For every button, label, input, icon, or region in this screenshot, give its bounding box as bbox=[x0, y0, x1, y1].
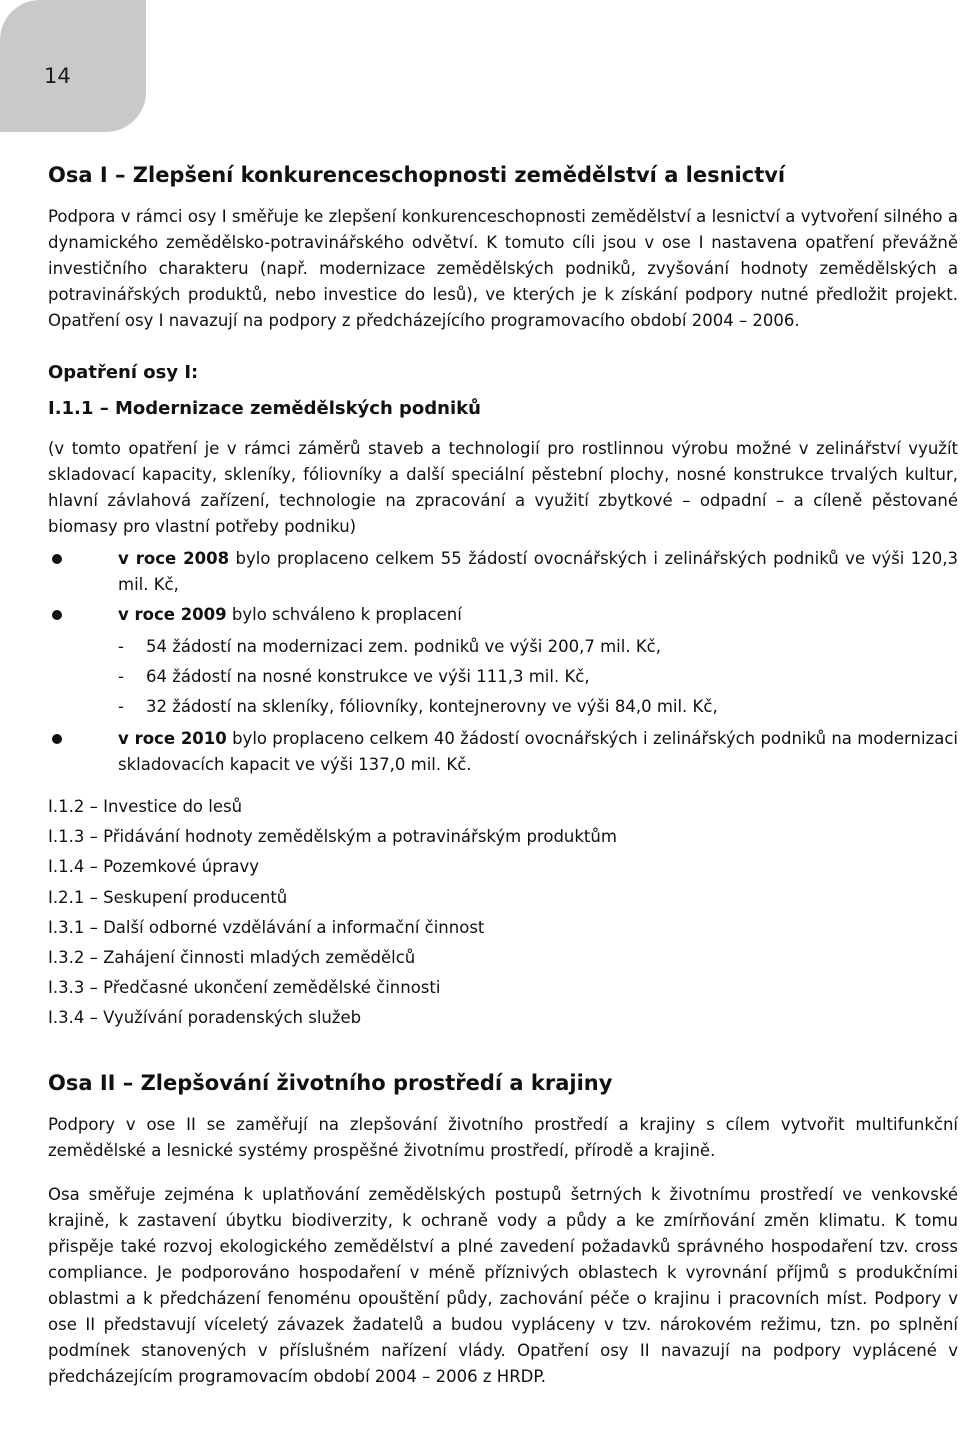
measure-code: I.3.1 bbox=[48, 917, 85, 937]
measure-label: – Zahájení činnosti mladých zemědělců bbox=[84, 948, 416, 968]
sub-list-item bbox=[118, 632, 958, 662]
measure-item bbox=[48, 883, 958, 913]
bullet-icon bbox=[52, 734, 62, 744]
sub-list-2009 bbox=[118, 632, 958, 722]
measure-item bbox=[48, 913, 958, 943]
page-number-leaf-shape bbox=[0, 0, 146, 132]
bullet-year: v roce 2010 bbox=[118, 729, 227, 748]
sub-list-item bbox=[118, 662, 958, 692]
section-title-osa-2: Osa II – Zlepšování životního prostředí a krajiny bbox=[48, 1070, 613, 1095]
bullet-text: bylo proplaceno celkem 40 žádostí ovocnářských i zelinářských podniků na modernizaci skladovacích kapacit ve výši 137,0 mil. Kč. bbox=[118, 729, 958, 774]
measure-code: I.2.1 bbox=[48, 887, 85, 907]
measure-item bbox=[48, 1003, 958, 1033]
list-item bbox=[48, 602, 958, 722]
sub-list-text: 64 žádostí na nosné konstrukce ve výši 111,3 mil. Kč, bbox=[146, 667, 590, 686]
bullet-year: v roce 2008 bbox=[118, 549, 230, 568]
list-item bbox=[48, 726, 958, 778]
measure-item bbox=[48, 792, 958, 822]
measure-code: I.3.4 bbox=[48, 1008, 85, 1028]
measure-code: I.1.3 bbox=[48, 827, 85, 847]
page-number: 14 bbox=[44, 64, 71, 88]
measure-item bbox=[48, 973, 958, 1003]
measure-item bbox=[48, 943, 958, 973]
measure-description: (v tomto opatření je v rámci záměrů staveb a technologií pro rostlinnou výrobu možné v zelinářství využít skladovací kapacity, skleníky, fóliovníky a další speciální pěstební plochy, nosné konstrukce trvalých kultur, hlavní závlahová zařízení, technologie na zpracování a využití zbytkové – odpadní – a cíleně pěstované biomasy pro vlastní potřeby podniku) bbox=[48, 439, 958, 536]
sub-list-item bbox=[118, 692, 958, 722]
measure-label: – Investice do lesů bbox=[84, 797, 243, 816]
dash-mark: - bbox=[118, 637, 124, 656]
sub-list-text: 54 žádostí na modernizaci zem. podniků ve výši 200,7 mil. Kč, bbox=[146, 637, 661, 656]
measure-label: – Přidávání hodnoty zemědělským a potravinářským produktům bbox=[84, 827, 617, 847]
measure-label: – Předčasné ukončení zemědělské činnosti bbox=[84, 978, 441, 998]
measure-code: I.3.2 bbox=[48, 948, 85, 968]
measure-label: – Využívání poradenských služeb bbox=[84, 1008, 362, 1028]
dash-mark: - bbox=[118, 697, 124, 716]
measure-item bbox=[48, 852, 958, 882]
measures-heading: Opatření osy I: bbox=[48, 362, 199, 383]
measure-item bbox=[48, 822, 958, 852]
dash-mark: - bbox=[118, 667, 124, 686]
section2-paragraph-1: Podpory v ose II se zaměřují na zlepšování životního prostředí a krajiny s cílem vytvořit multifunkční zemědělské a lesnické systémy prospěšné životnímu prostředí, přírodě a krajině. bbox=[48, 1114, 958, 1160]
other-measures-list bbox=[48, 792, 958, 1034]
section-title-osa-1: Osa I – Zlepšení konkurenceschopnosti zemědělství a lesnictví bbox=[48, 163, 786, 187]
section-intro-paragraph: Podpora v rámci osy I směřuje ke zlepšení konkurenceschopnosti zemědělství a lesnictví a vytvoření silného a dynamického zemědělsko-potravinářského odvětví. K tomuto cíli jsou v ose I nastavena opatření převážně investičního charakteru (např. modernizace zemědělských podniků, zvyšování hodnoty zemědělských a potravinářských produktů, nebo investice do lesů), ve kterých je k získání podpory nutné předložit projekt. Opatření osy I navazují na podpory z předcházejícího programovacího období 2004 – 2006. bbox=[48, 207, 958, 330]
measure-code: I.1.2 bbox=[48, 797, 85, 816]
measure-code: I.3.3 bbox=[48, 978, 85, 998]
measure-label: – Seskupení producentů bbox=[84, 887, 288, 907]
bullet-icon bbox=[52, 610, 62, 620]
funding-bullet-list bbox=[48, 546, 958, 778]
list-item bbox=[48, 546, 958, 598]
document-body bbox=[48, 160, 958, 1390]
bullet-icon bbox=[52, 554, 62, 564]
bullet-text: bylo schváleno k proplacení bbox=[226, 605, 462, 624]
bullet-text: bylo proplaceno celkem 55 žádostí ovocnářských i zelinářských podniků ve výši 120,3 mil. Kč, bbox=[118, 549, 958, 594]
measure-label: – Pozemkové úpravy bbox=[84, 857, 260, 877]
measure-code: I.1.4 bbox=[48, 857, 85, 877]
sub-list-text: 32 žádostí na skleníky, fóliovníky, kontejnerovny ve výši 84,0 mil. Kč, bbox=[146, 697, 718, 716]
measure-label: – Další odborné vzdělávání a informační činnost bbox=[84, 917, 485, 937]
measure-title: I.1.1 – Modernizace zemědělských podniků bbox=[48, 398, 481, 419]
section2-paragraph-2: Osa směřuje zejména k uplatňování zemědělských postupů šetrných k životnímu prostředí ve venkovské krajině, k zastavení úbytku biodiverzity, k ochraně vody a půdy a ke zmírňování změn klimatu. K tomu přispěje také rozvoj ekologického zemědělství a plné zavedení požadavků správného hospodaření tzv. cross compliance. Je podporováno hospodaření v méně příznivých oblastech k vyrovnání příjmů s produkčními oblastmi a k předcházení fenoménu opouštění půdy, zachování péče o krajinu i pracovních míst. Podpory v ose II představují víceletý závazek žadatelů a budou vypláceny v tzv. nárokovém režimu, tzn. po splnění podmínek stanovených v příslušném nařízení vlády. Opatření osy II navazují na podpory vyplácené v předcházejícím programovacím období 2004 – 2006 z HRDP. bbox=[48, 1184, 958, 1386]
bullet-year: v roce 2009 bbox=[118, 605, 227, 624]
